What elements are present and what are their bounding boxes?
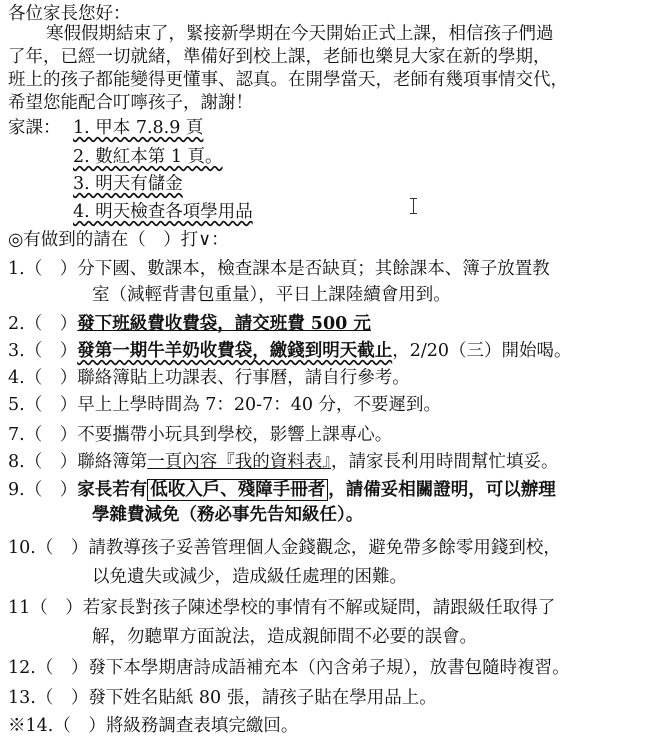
- item-9-boxed-text: 低收入戶、殘障手冊者: [147, 479, 328, 501]
- intro-line-4: 希望您能配合叮嚀孩子，謝謝！: [8, 93, 253, 113]
- item-3-bold-text: 發第一期牛羊奶收費袋，繳錢到明天截止: [77, 341, 393, 361]
- homework-item-2: 2. 數紅本第 1 頁。: [73, 147, 223, 167]
- item-8: [8, 450, 558, 474]
- intro-line-1: 寒假假期結束了，緊接新學期在今天開始正式上課，相信孩子們過: [46, 24, 554, 44]
- item-2-number: 2.（ ）: [8, 314, 78, 334]
- item-1-line-2: 室（減輕背書包重量），平日上課陸續會用到。: [92, 285, 451, 305]
- item-9-line-1: [8, 478, 556, 502]
- item-8-text-end: ，請家長利用時間幫忙填妥。: [330, 452, 559, 472]
- item-11-line-2: 解，勿聽單方面說法，造成親師間不必要的誤會。: [92, 627, 477, 647]
- text-cursor-icon: [410, 198, 418, 214]
- homework-item-3: 3. 明天有儲金: [73, 174, 183, 194]
- item-9-number: 9.（ ）: [8, 480, 78, 500]
- item-9-text: 家長若有: [77, 480, 148, 500]
- item-7: 7.（ ）不要攜帶小玩具到學校，影響上課專心。: [8, 425, 393, 445]
- item-10-line-1: 10.（ ）請教導孩子妥善管理個人金錢觀念，避免帶多餘零用錢到校，: [8, 538, 561, 558]
- item-4: 4.（ ）聯絡簿貼上功課表、行事曆，請自行參考。: [8, 368, 410, 388]
- greeting: 各位家長您好：: [8, 4, 131, 24]
- intro-line-2: 了年，已經一切就緒，準備好到校上課，老師也樂見大家在新的學期，: [8, 47, 551, 67]
- item-5: 5.（ ）早上上學時間為 7：20-7：40 分，不要遲到。: [8, 395, 442, 415]
- item-14: ※14.（ ）將級務調查表填完繳回。: [8, 716, 299, 736]
- item-11-line-1: 11（ ）若家長對孩子陳述學校的事情有不解或疑問，請跟級任取得了: [8, 598, 556, 618]
- item-3-date-text: ，2/20（三）開始喝。: [392, 341, 572, 361]
- item-8-underlined: 一頁內容『我的資料表』: [147, 452, 331, 472]
- item-3: [8, 339, 572, 363]
- item-8-text: 8.（ ）聯絡簿第: [8, 452, 148, 472]
- item-2: [8, 312, 371, 336]
- item-2-text: 發下班級費收費袋，請交班費 500 元: [77, 314, 371, 334]
- homework-item-4: 4. 明天檢查各項學用品: [73, 202, 253, 222]
- intro-line-3: 班上的孩子都能變得更懂事、認真。在開學當天，老師有幾項事情交代，: [8, 70, 568, 90]
- instruction: ◎有做到的請在（ ）打∨：: [8, 230, 229, 250]
- item-3-number: 3.（ ）: [8, 341, 78, 361]
- item-1-line-1: 1.（ ）分下國、數課本，檢查課本是否缺頁；其餘課本、簿子放置教: [8, 259, 550, 279]
- item-10-line-2: 以免遺失或減少，造成級任處理的困難。: [92, 567, 407, 587]
- item-13: 13.（ ）發下姓名貼紙 80 張，請孩子貼在學用品上。: [8, 688, 437, 708]
- homework-label: 家課：: [8, 118, 61, 138]
- item-12: 12.（ ）發下本學期唐詩成語補充本（內含弟子規），放書包隨時複習。: [8, 658, 570, 678]
- item-9-line-2: 學雜費減免（務必事先告知級任）。: [92, 505, 364, 525]
- homework-item-1: 1. 甲本 7.8.9 頁: [73, 118, 204, 138]
- item-9-text-end: ，請備妥相關證明，可以辦理: [328, 480, 556, 500]
